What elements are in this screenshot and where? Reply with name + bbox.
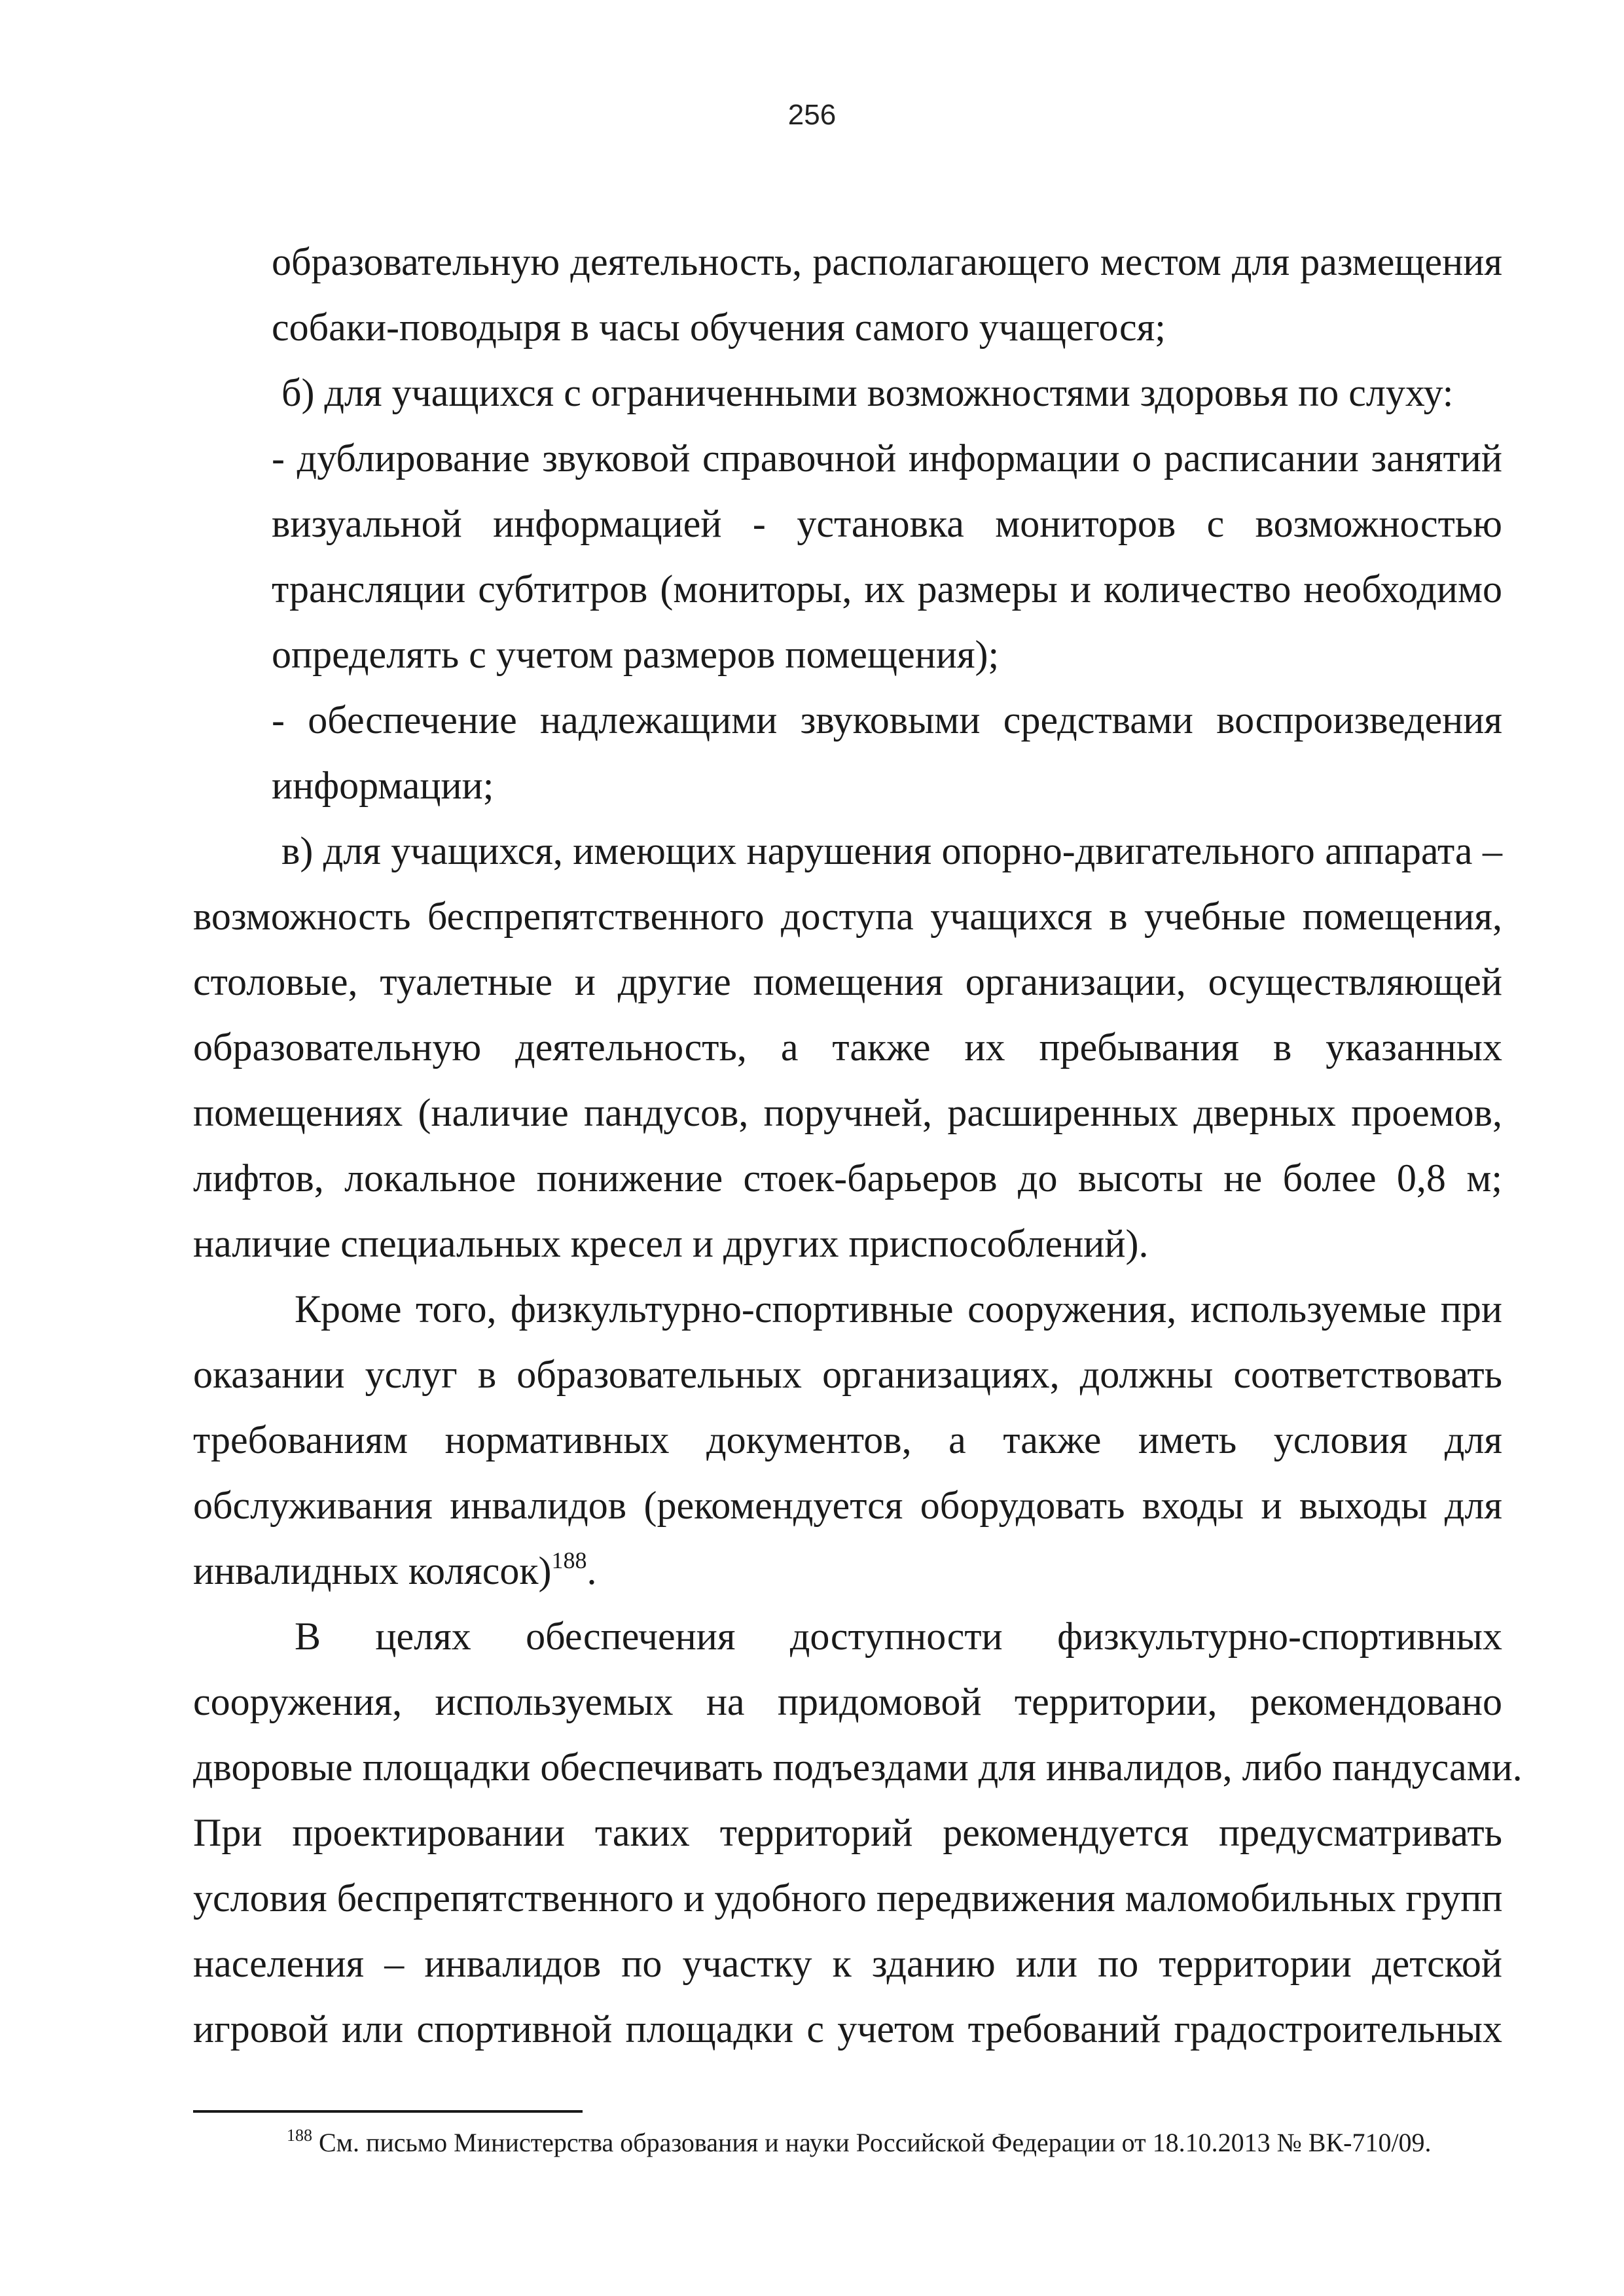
text-line: условия беспрепятственного и удобного передвижения маломобильных групп <box>193 1876 1503 1920</box>
text-line: образовательную деятельность, а также их пребывания в указанных <box>193 1026 1502 1069</box>
text-line: собаки-поводыря в часы обучения самого учащегося; <box>272 306 1166 349</box>
text-line: населения – инвалидов по участку к зданию или по территории детской <box>193 1942 1502 1985</box>
text-line-with-footnote <box>193 1538 1502 1604</box>
text-line: возможность беспрепятственного доступа учащихся в учебные помещения, <box>193 895 1502 938</box>
footnote-marker: 188 <box>287 2126 312 2145</box>
text-line: наличие специальных кресел и других приспособлений). <box>193 1222 1149 1265</box>
text-line: б) для учащихся с ограниченными возможностями здоровья по слуху: <box>281 371 1454 414</box>
text-line: в) для учащихся, имеющих нарушения опорно-двигательного аппарата – <box>281 829 1502 872</box>
text-line: визуальной информацией - установка мониторов с возможностью <box>272 502 1502 545</box>
text-line: - обеспечение надлежащими звуковыми средствами воспроизведения <box>272 698 1502 742</box>
sentence-period: . <box>586 1549 597 1592</box>
text-line: сооружения, используемых на придомовой территории, рекомендовано <box>193 1680 1502 1723</box>
text-line: трансляции субтитров (мониторы, их размеры и количество необходимо <box>272 567 1502 611</box>
text-line: обслуживания инвалидов (рекомендуется оборудовать входы и выходы для <box>193 1484 1502 1527</box>
text-line: лифтов, локальное понижение стоек-барьеров до высоты не более 0,8 м; <box>193 1157 1502 1200</box>
text-line: Кроме того, физкультурно-спортивные сооружения, используемые при <box>295 1287 1502 1331</box>
text-line: В целях обеспечения доступности физкультурно-спортивных <box>295 1615 1502 1658</box>
footnote-reference[interactable]: 188 <box>551 1547 587 1573</box>
text-line: информации; <box>272 764 494 807</box>
page-number: 256 <box>787 99 837 131</box>
text-line: оказании услуг в образовательных организациях, должны соответствовать <box>193 1353 1502 1396</box>
footnote-text: См. письмо Министерства образования и науки Российской Федерации от 18.10.2013 № ВК-710/09. <box>312 2128 1432 2157</box>
text-line: игровой или спортивной площадки с учетом требований градостроительных <box>193 2007 1502 2051</box>
text-line: дворовые площадки обеспечивать подъездами для инвалидов, либо пандусами. <box>193 1746 1523 1789</box>
text-line: столовые, туалетные и другие помещения организации, осуществляющей <box>193 960 1502 1003</box>
text-line: - дублирование звуковой справочной информации о расписании занятий <box>272 437 1502 480</box>
text-line-content: инвалидных колясок) <box>193 1549 552 1592</box>
footnote-separator <box>193 2110 583 2113</box>
text-line: При проектировании таких территорий рекомендуется предусматривать <box>193 1811 1502 1854</box>
text-line: образовательную деятельность, располагающего местом для размещения <box>272 240 1502 283</box>
text-line: определять с учетом размеров помещения); <box>272 633 1000 676</box>
page-body <box>193 229 1523 2062</box>
text-line: помещениях (наличие пандусов, поручней, расширенных дверных проемов, <box>193 1091 1502 1134</box>
text-line: требованиям нормативных документов, а также иметь условия для <box>193 1418 1502 1462</box>
footnote <box>287 2126 1504 2160</box>
